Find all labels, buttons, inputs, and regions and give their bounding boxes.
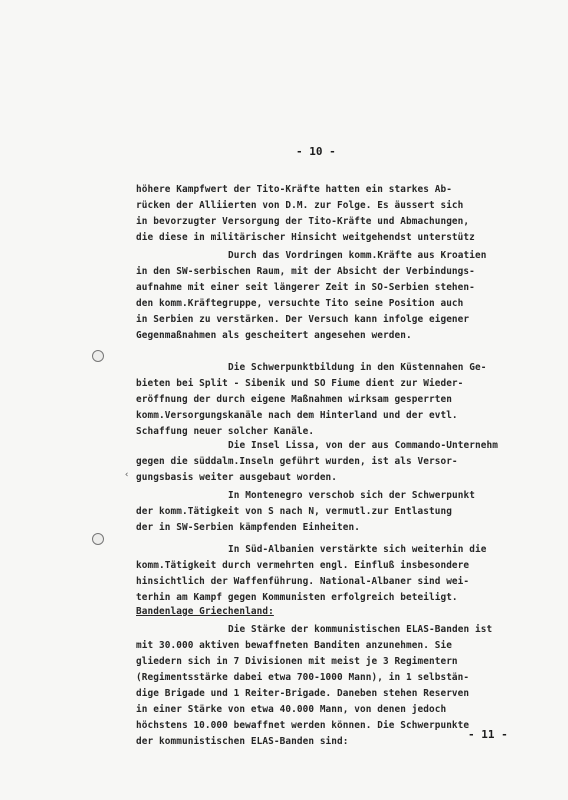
text-line: komm.Tätigkeit durch vermehrten engl. Einfluß insbesondere <box>136 560 470 571</box>
margin-mark-icon: ‹ <box>124 470 130 480</box>
text-line: Durch das Vordringen komm.Kräfte aus Kroatien <box>228 250 487 261</box>
text-line: hinsichtlich der Waffenführung. National-Albaner sind wei- <box>136 576 470 587</box>
text-line: dige Brigade und 1 Reiter-Brigade. Daneben stehen Reserven <box>136 688 470 699</box>
text-line: in Serbien zu verstärken. Der Versuch kann infolge eigener <box>136 314 470 325</box>
text-line: in den SW-serbischen Raum, mit der Absicht der Verbindungs- <box>136 266 475 277</box>
text-line: der in SW-Serbien kämpfenden Einheiten. <box>136 522 361 533</box>
text-line: Die Stärke der kommunistischen ELAS-Banden ist <box>228 624 493 635</box>
text-line: die diese in militärischer Hinsicht weitgehendst unterstütz <box>136 232 475 243</box>
text-line: den komm.Kräftegruppe, versuchte Tito seine Position auch <box>136 298 464 309</box>
text-line: aufnahme mit einer seit längerer Zeit in SO-Serbien stehen- <box>136 282 475 293</box>
text-line: Gegenmaßnahmen als gescheitert angesehen werden. <box>136 330 412 341</box>
section-heading: Bandenlage Griechenland: <box>136 606 274 617</box>
text-line: gungsbasis weiter ausgebaut worden. <box>136 472 338 483</box>
text-line: höhere Kampfwert der Tito-Kräfte hatten ein starkes Ab- <box>136 184 452 195</box>
text-line: In Montenegro verschob sich der Schwerpunkt <box>228 490 476 501</box>
text-line: rücken der Alliierten von D.M. zur Folge. Es äussert sich <box>136 200 464 211</box>
text-line: gliedern sich in 7 Divisionen mit meist je 3 Regimentern <box>136 656 458 667</box>
text-line: in bevorzugter Versorgung der Tito-Kräfte und Abmachungen, <box>136 216 470 227</box>
text-line: In Süd-Albanien verstärkte sich weiterhin die <box>228 544 487 555</box>
text-line: bieten bei Split - Sibenik und SO Fiume dient zur Wieder- <box>136 378 464 389</box>
text-line: Die Schwerpunktbildung in den Küstennahen Ge- <box>228 362 487 373</box>
text-line: komm.Versorgungskanäle nach dem Hinterland und der evtl. <box>136 410 458 421</box>
punch-hole-icon <box>92 533 104 545</box>
text-line: Die Insel Lissa, von der aus Commando-Unternehm <box>228 440 498 451</box>
text-line: Schaffung neuer solcher Kanäle. <box>136 426 315 437</box>
text-line: der kommunistischen ELAS-Banden sind: <box>136 736 349 747</box>
text-line: höchstens 10.000 bewaffnet werden können. Die Schwerpunkte <box>136 720 470 731</box>
page-number-bottom: - 11 - <box>468 728 508 741</box>
text-line: eröffnung der durch eigene Maßnahmen wirksam gesperrten <box>136 394 452 405</box>
text-line: gegen die süddalm.Inseln geführt wurden, ist als Versor- <box>136 456 458 467</box>
text-line: (Regimentsstärke dabei etwa 700-1000 Mann), in 1 selbstän- <box>136 672 470 683</box>
text-line: mit 30.000 aktiven bewaffneten Banditen anzunehmen. Sie <box>136 640 452 651</box>
text-line: terhin am Kampf gegen Kommunisten erfolgreich beteiligt. <box>136 592 458 603</box>
text-line: der komm.Tätigkeit von S nach N, vermutl.zur Entlastung <box>136 506 452 517</box>
text-line: in einer Stärke von etwa 40.000 Mann, von denen jedoch <box>136 704 447 715</box>
page-number-top: - 10 - <box>296 145 336 158</box>
punch-hole-icon <box>92 350 104 362</box>
